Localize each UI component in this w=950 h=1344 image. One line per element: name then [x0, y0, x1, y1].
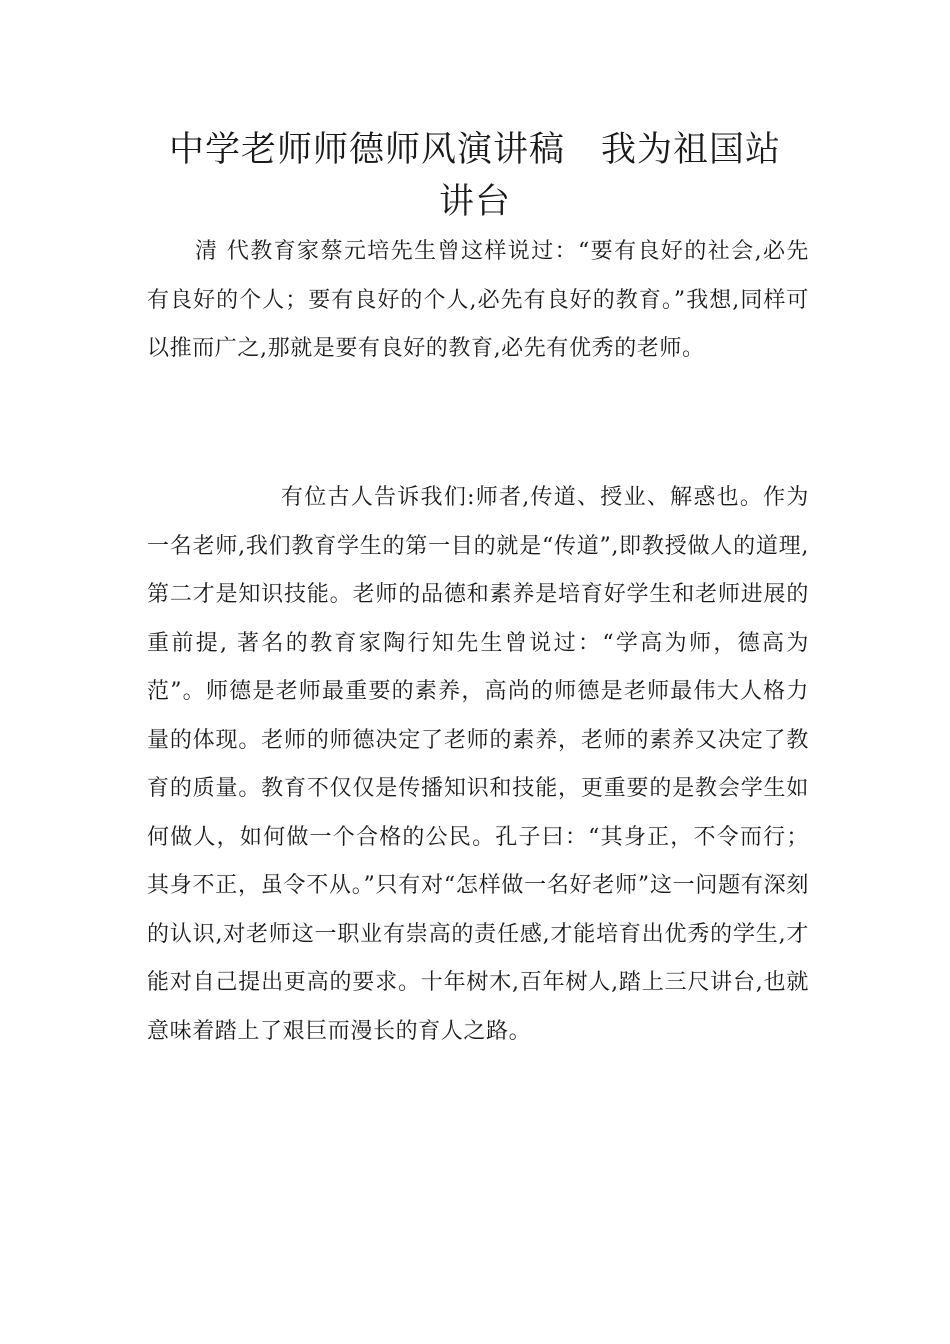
title-line-2: 讲台 — [438, 182, 511, 222]
document-title — [120, 124, 830, 228]
title-line-1 — [120, 124, 830, 176]
title-part-1: 中学老师师德师风演讲稿 — [168, 130, 565, 170]
paragraph-2: 有位古人告诉我们:师者,传道、授业、解惑也。作为一名老师,我们教育学生的第一目的就是“传道”,即教授做人的道理,第二才是知识技能。老师的品德和素养是培育好学生和老师进展的重前提, 著名的教育家陶行知先生曾说过：“学高为师，德高为范”。师德是老师最重要的素养，高尚的师德是老师最伟大人格力量的体现。老师的师德决定了老师的素养，老师的素养又决定了教育的质量。教育不仅仅是传播知识和技能，更重要的是教会学生如何做人，如何做一个合格的公民。孔子曰：“其身正，不令而行；其身不正，虽令不从。”只有对“怎样做一名好老师”这一问题有深刻的认识,对老师这一职业有崇高的责任感,才能培育出优秀的学生,才能对自己提出更高的要求。十年树木,百年树人,踏上三尺讲台,也就意味着踏上了艰巨而漫长的育人之路。 — [147, 485, 809, 1044]
title-part-2: 我为祖国站 — [601, 130, 782, 170]
paragraph-1: 清 代教育家蔡元培先生曾这样说过：“要有良好的社会,必先有良好的个人；要有良好的个人,必先有良好的教育。”我想,同样可以推而广之,那就是要有良好的教育,必先有优秀的老师。 — [147, 239, 809, 361]
